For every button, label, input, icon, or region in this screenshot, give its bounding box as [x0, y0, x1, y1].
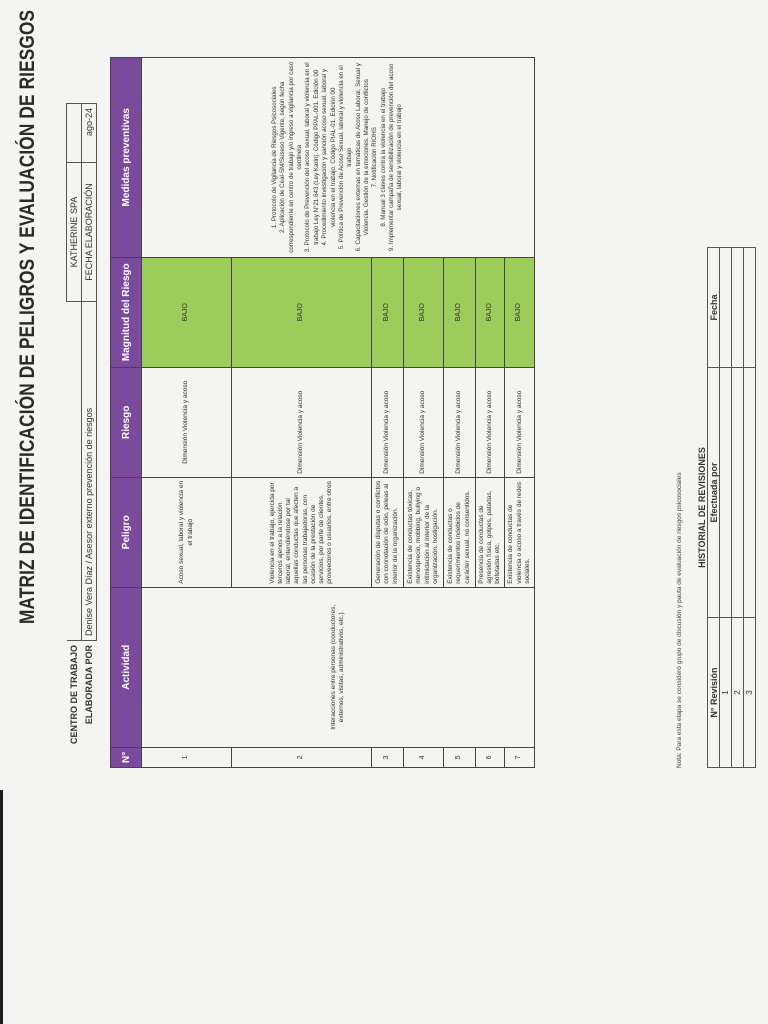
col-header-medidas: Medidas preventivas [111, 57, 142, 257]
peligro-cell: Presencia de conductas de agresión física, golpes, patadas, bofetadas etc. [476, 477, 505, 587]
table-row [720, 248, 732, 768]
centro-blank-2 [67, 103, 82, 162]
revision-num: 3 [744, 618, 756, 768]
magnitud-cell: BAJO [232, 257, 372, 367]
revision-col-num: N° Revisión [708, 618, 720, 768]
header-row [111, 57, 142, 767]
peligro-cell: Generación de disputas o conflictos con connotación de odio, peleas al interior de la organización. [372, 477, 404, 587]
revision-header-row [708, 248, 720, 768]
peligro-cell: Existencia de conductas de violencia o acoso a través de redes sociales. [505, 477, 534, 587]
col-header-actividad: Actividad [111, 587, 142, 747]
elaborada-label: ELABORADA POR [84, 644, 94, 725]
medida-item: 4. Procedimiento investigación y sanción acoso sexual, laboral y violencia en el trabajo. Código PIAL-01. Edición 00 [321, 69, 337, 246]
scan-edge [0, 790, 3, 1024]
peligro-cell: Violencia en el trabajo, ejercida por terceros ajenos a la relación laboral, entendiéndose por tal aquellas conductas que afecten a las personas trabajadoras, con ocasión de la prestación de servicios, por parte de clientes, proveedores o usuarios, entre otros [232, 477, 372, 587]
riesgo-cell: Dimensión Violencia y acoso [404, 367, 444, 477]
medida-item: 8. Manual 3 claves contra la violencia en el trabajo [379, 87, 387, 227]
revision-col-fecha: Fecha [708, 248, 720, 368]
magnitud-cell: BAJO [142, 257, 232, 367]
footnote: Nota: Para esta etapa se consideró grupo de discusión y pauta de evaluación de riesgos psicosociales [676, 472, 683, 768]
table-row [732, 248, 744, 768]
table-row [744, 248, 756, 768]
magnitud-cell: BAJO [444, 257, 476, 367]
elaborada-value: Denise Vera Díaz / Asesor externo prevención de riesgos [82, 301, 97, 640]
medida-item: 5. Política de Prevención de Acoso Sexual, laboral y violencia en el trabajo [337, 65, 354, 250]
revision-history-title: HISTORIAL DE REVISIONES [696, 447, 707, 568]
revision-fecha [732, 248, 744, 368]
row-num: 6 [476, 747, 505, 767]
row-num: 5 [444, 747, 476, 767]
magnitud-cell: BAJO [476, 257, 505, 367]
fecha-value: ago-24 [82, 103, 97, 162]
document-sheet [10, 0, 758, 1004]
magnitud-cell: BAJO [372, 257, 404, 367]
revision-fecha [744, 248, 756, 368]
medida-item: 1. Protocolo de Vigilancia de Riesgos Psicosociales [271, 86, 278, 229]
riesgo-cell: Dimensión Violencia y acoso [142, 367, 232, 477]
revision-efectuada [744, 368, 756, 618]
col-header-num: N° [111, 747, 142, 767]
centro-value: KATHERINE SPA [67, 162, 82, 301]
peligro-cell: Existencia de conductas o requerimientos indebidos de carácter sexual, no consentidos. [444, 477, 476, 587]
fecha-label: FECHA ELABORACIÓN [82, 162, 97, 301]
medida-item: 3. Protocolo de Prevención del acoso sexual, laboral y violencia en el trabajo Ley N°21.643 (Ley Karin). Código PPAL-001. Edición 00 [304, 62, 320, 253]
peligro-cell: Acoso sexual, laboral y violencia en el trabajo [142, 477, 232, 587]
revision-history-table [696, 247, 756, 768]
row-num: 4 [404, 747, 444, 767]
magnitud-cell: BAJO [505, 257, 534, 367]
centro-label: CENTRO DE TRABAJO [69, 644, 79, 744]
revision-efectuada [732, 368, 744, 618]
row-num: 3 [372, 747, 404, 767]
revision-num: 1 [720, 618, 732, 768]
header-info-table [66, 103, 97, 748]
revision-fecha [720, 248, 732, 368]
row-num: 7 [505, 747, 534, 767]
revision-efectuada [720, 368, 732, 618]
magnitud-cell: BAJO [404, 257, 444, 367]
col-header-riesgo: Riesgo [111, 367, 142, 477]
medidas-cell [142, 57, 535, 257]
row-num: 2 [232, 747, 372, 767]
revision-col-efectuada: Efectuada por [708, 368, 720, 618]
riesgo-cell: Dimensión Violencia y acoso [476, 367, 505, 477]
riesgo-cell: Dimensión Violencia y acoso [232, 367, 372, 477]
risk-matrix-table [110, 57, 535, 768]
activity-cell: Interacciones entre personas (conductores, externos, visitas, administrativos, etc.) [142, 587, 535, 747]
riesgo-cell: Dimensión Violencia y acoso [372, 367, 404, 477]
medida-item: 7. Notificación RIOHS [371, 127, 379, 188]
header-info [66, 103, 97, 748]
col-header-magnitud: Magnitud del Riesgo [111, 257, 142, 367]
col-header-peligro: Peligro [111, 477, 142, 587]
document-title: MATRIZ DE IDENTIFICACIÓN DE PELIGROS Y EVALUACIÓN DE RIESGOS [16, 9, 39, 624]
peligro-cell: Existencia de conductas tóxicas, menosprecio, mobbing, bullying o intimidación al interior de la organización, hostigación. [404, 477, 444, 587]
revision-num: 2 [732, 618, 744, 768]
riesgo-cell: Dimensión Violencia y acoso [444, 367, 476, 477]
table-row [142, 57, 232, 767]
medida-item: 6. Capacitaciones externas en temáticas de Acoso Laboral, Sexual y Violencia. Gestión de la emociones. Manejo de conflictos [354, 63, 370, 252]
medida-item: 9. Implementar campaña de sensibilización de prevención del acoso sexual, laboral y violencia en el trabajo [388, 63, 404, 251]
medida-item: 2. Aplicación de Ceal-SM/Suseso Vigente, según fecha correspondiente en centro de trabajo y/o ingreso a vigilancia por caso centinela [279, 61, 304, 253]
centro-blank [67, 301, 82, 640]
riesgo-cell: Dimensión Violencia y acoso [505, 367, 534, 477]
row-num: 1 [142, 747, 232, 767]
